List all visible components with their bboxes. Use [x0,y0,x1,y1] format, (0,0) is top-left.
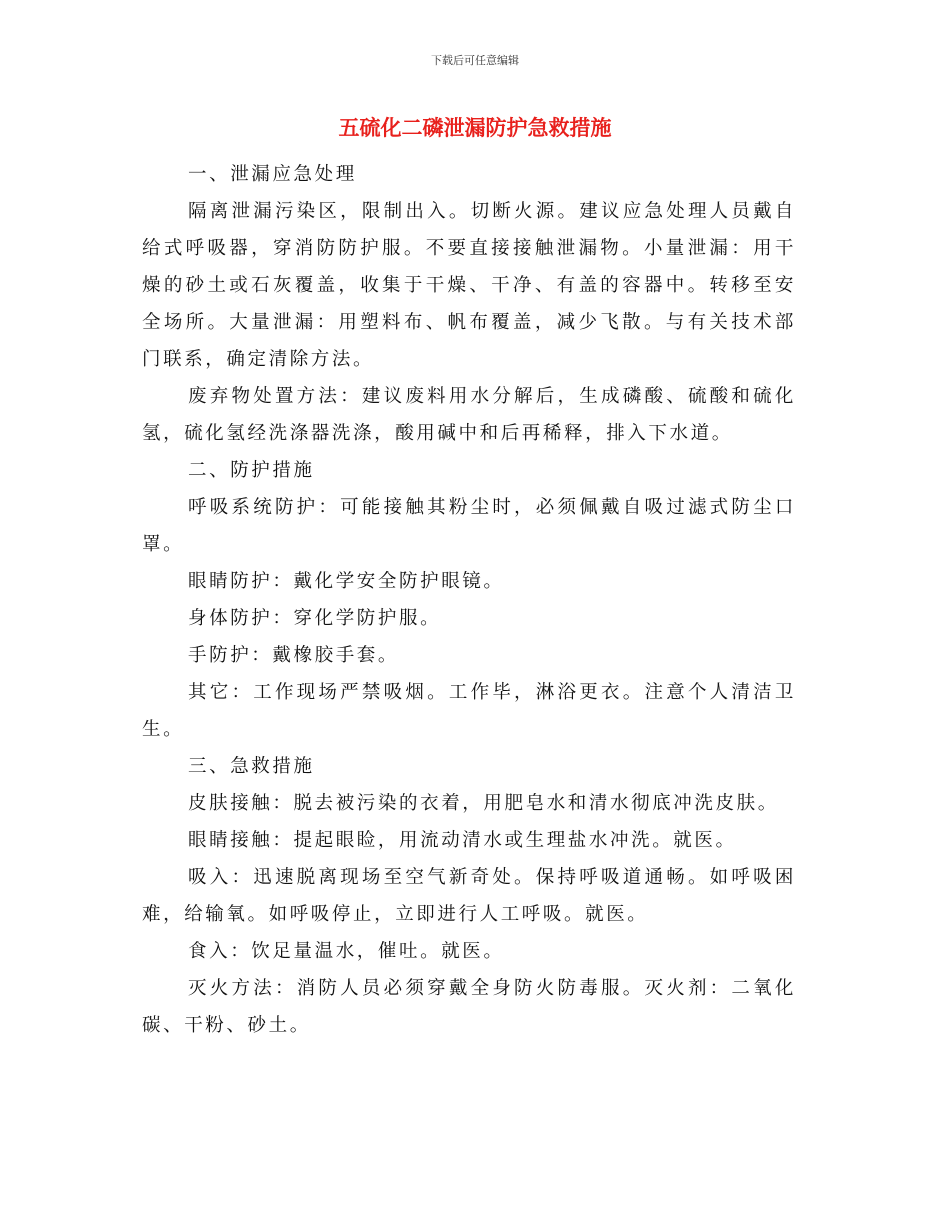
paragraph-respiratory-protection: 呼吸系统防护：可能接触其粉尘时，必须佩戴自吸过滤式防尘口罩。 [142,497,796,555]
section-heading-protection: 二、防护措施 [188,460,315,481]
paragraph-skin-contact: 皮肤接触：脱去被污染的衣着，用肥皂水和清水彻底冲洗皮肤。 [188,793,779,814]
section-heading-first-aid: 三、急救措施 [188,756,315,777]
paragraph-hand-protection: 手防护：戴橡胶手套。 [188,645,400,666]
paragraph-fire-fighting: 灭火方法：消防人员必须穿戴全身防火防毒服。灭火剂：二氧化碳、干粉、砂土。 [142,978,796,1036]
paragraph-ingestion: 食入：饮足量温水，催吐。就医。 [188,941,505,962]
document-title: 五硫化二磷泄漏防护急救措施 [338,115,612,140]
paragraph-eye-protection: 眼睛防护：戴化学安全防护眼镜。 [188,571,505,592]
paragraph-inhalation: 吸入：迅速脱离现场至空气新奇处。保持呼吸道通畅。如呼吸困难，给输氧。如呼吸停止，立即进行人工呼吸。就医。 [142,867,796,925]
document-body [142,156,796,1044]
paragraph-body-protection: 身体防护：穿化学防护服。 [188,608,442,629]
paragraph-leak-handling: 隔离泄漏污染区，限制出入。切断火源。建议应急处理人员戴自给式呼吸器，穿消防防护服。不要直接接触泄漏物。小量泄漏：用干燥的砂土或石灰覆盖，收集于干燥、干净、有盖的容器中。转移至安全场所。大量泄漏：用塑料布、帆布覆盖，减少飞散。与有关技术部门联系，确定清除方法。 [142,201,796,370]
header-note: 下载后可任意编辑 [431,54,519,67]
paragraph-waste-disposal: 废弃物处置方法：建议废料用水分解后，生成磷酸、硫酸和硫化氢，硫化氢经洗涤器洗涤，酸用碱中和后再稀释，排入下水道。 [142,386,796,444]
paragraph-eye-contact: 眼睛接触：提起眼睑，用流动清水或生理盐水冲洗。就医。 [188,830,737,851]
section-heading-leak-handling: 一、泄漏应急处理 [188,164,357,185]
paragraph-other-protection: 其它：工作现场严禁吸烟。工作毕，淋浴更衣。注意个人清洁卫生。 [142,682,796,740]
